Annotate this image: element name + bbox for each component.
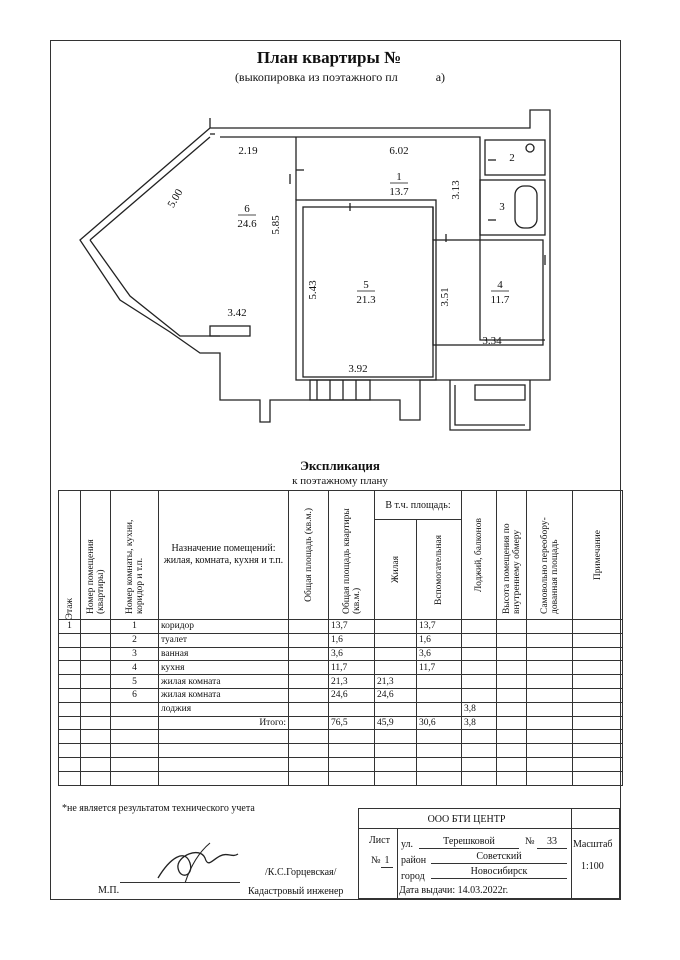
total-aux-value: 30,6 xyxy=(417,716,462,730)
divider xyxy=(571,809,572,898)
cell-empty xyxy=(497,688,527,702)
cell-empty xyxy=(497,716,527,730)
dim-3-51: 3.51 xyxy=(439,287,451,307)
cell-floor xyxy=(59,647,81,661)
cell-empty xyxy=(497,647,527,661)
table-empty-row xyxy=(59,771,623,785)
engineer-role: Кадастровый инженер xyxy=(248,886,344,897)
cell-empty xyxy=(573,688,623,702)
cell-purpose: лоджия xyxy=(159,702,289,716)
cell-room: 6 xyxy=(111,688,159,702)
cell-empty xyxy=(527,675,573,689)
scale-value: 1:100 xyxy=(581,861,604,872)
cell-loggia xyxy=(462,633,497,647)
cell-room: 5 xyxy=(111,675,159,689)
organization-name: ООО БТИ ЦЕНТР xyxy=(427,814,506,825)
street-value: Терешковой xyxy=(419,836,519,849)
cell-living xyxy=(375,647,417,661)
cell-empty xyxy=(573,716,623,730)
cell-empty xyxy=(81,716,111,730)
cell-empty xyxy=(527,702,573,716)
cell-floor xyxy=(59,702,81,716)
cell-empty xyxy=(497,702,527,716)
cell-empty xyxy=(573,647,623,661)
sheet-num: 1 xyxy=(381,855,393,868)
district-label: район xyxy=(401,855,427,866)
house-value: 33 xyxy=(537,836,567,849)
cell-floor: 1 xyxy=(59,620,81,634)
table-total-row xyxy=(59,716,623,730)
city-value: Новосибирск xyxy=(431,866,567,879)
sheet-label: Лист xyxy=(369,835,390,846)
cell-aux: 13,7 xyxy=(417,620,462,634)
cell-total xyxy=(289,620,329,634)
explication-subtitle: к поэтажному плану xyxy=(292,475,388,487)
cell-empty xyxy=(527,620,573,634)
cell-living: 21,3 xyxy=(375,675,417,689)
cell-total-apt: 21,3 xyxy=(329,675,375,689)
cell-room: 2 xyxy=(111,633,159,647)
header-floor: Этаж xyxy=(59,491,81,620)
signature-icon xyxy=(150,838,250,888)
cell-empty xyxy=(527,688,573,702)
dim-6-02: 6.02 xyxy=(389,145,409,157)
cell-loggia xyxy=(462,620,497,634)
cell-room: 1 xyxy=(111,620,159,634)
cell-apt xyxy=(81,633,111,647)
header-living: Жилая xyxy=(375,520,417,620)
table-row xyxy=(59,675,623,689)
table-empty-row xyxy=(59,757,623,771)
table-row xyxy=(59,688,623,702)
cell-empty xyxy=(573,620,623,634)
cell-apt xyxy=(81,647,111,661)
cell-empty xyxy=(497,675,527,689)
cell-living xyxy=(375,661,417,675)
cell-floor xyxy=(59,661,81,675)
cell-total xyxy=(289,675,329,689)
room-4-num: 4 xyxy=(497,279,503,291)
header-apt-num: Номер помещения (квартиры) xyxy=(81,491,111,620)
cell-empty xyxy=(497,633,527,647)
signature-name: /К.С.Горцевская/ xyxy=(265,867,337,878)
room-6-area: 24.6 xyxy=(237,218,257,230)
scale-label: Масштаб xyxy=(573,839,613,850)
room-1-num: 1 xyxy=(396,171,402,183)
header-total-apt: Общая площадь квартиры (кв.м.) xyxy=(329,491,375,620)
total-loggia-value: 3,8 xyxy=(462,716,497,730)
cell-empty xyxy=(59,716,81,730)
cell-total-apt: 11,7 xyxy=(329,661,375,675)
explication-title: Экспликация xyxy=(300,458,380,473)
dim-5-43: 5.43 xyxy=(307,280,319,300)
room-1-area: 13.7 xyxy=(389,186,409,198)
cell-aux xyxy=(417,688,462,702)
cell-room: 4 xyxy=(111,661,159,675)
cell-purpose: жилая комната xyxy=(159,675,289,689)
cell-floor xyxy=(59,675,81,689)
cell-empty xyxy=(497,620,527,634)
room-2-num: 2 xyxy=(509,152,515,164)
cell-empty xyxy=(497,661,527,675)
cell-loggia xyxy=(462,647,497,661)
dim-5-00: 5.00 xyxy=(165,187,186,210)
cell-empty xyxy=(289,716,329,730)
title-block xyxy=(358,808,620,899)
cell-purpose: коридор xyxy=(159,620,289,634)
header-incl: В т.ч. площадь: xyxy=(375,491,462,520)
signature-line xyxy=(120,882,240,883)
cell-total xyxy=(289,633,329,647)
cell-living xyxy=(375,620,417,634)
cell-total-apt: 3,6 xyxy=(329,647,375,661)
street-label: ул. xyxy=(401,839,414,850)
cell-total xyxy=(289,688,329,702)
cell-apt xyxy=(81,661,111,675)
total-living-value: 45,9 xyxy=(375,716,417,730)
sheet-num-label: № xyxy=(371,855,381,866)
dim-3-13: 3.13 xyxy=(450,180,462,200)
cell-empty xyxy=(573,661,623,675)
cell-floor xyxy=(59,633,81,647)
header-purpose: Назначение помещений: жилая, комната, кухня и т.п. xyxy=(159,491,289,620)
room-5-area: 21.3 xyxy=(356,294,376,306)
cell-total xyxy=(289,647,329,661)
cell-empty xyxy=(527,661,573,675)
cell-empty xyxy=(527,633,573,647)
cell-aux xyxy=(417,702,462,716)
cell-aux xyxy=(417,675,462,689)
cell-empty xyxy=(527,647,573,661)
plan-title: План квартиры № xyxy=(256,48,402,67)
cell-total-apt: 1,6 xyxy=(329,633,375,647)
table-row xyxy=(59,661,623,675)
cell-loggia xyxy=(462,661,497,675)
issue-date: Дата выдачи: 14.03.2022г. xyxy=(399,885,509,896)
cell-apt xyxy=(81,688,111,702)
cell-purpose: ванная xyxy=(159,647,289,661)
cell-empty xyxy=(573,702,623,716)
cell-total-apt xyxy=(329,702,375,716)
divider xyxy=(397,828,398,898)
cell-total xyxy=(289,702,329,716)
header-total: Общая площадь (кв.м.) xyxy=(289,491,329,620)
room-6-num: 6 xyxy=(244,203,250,215)
cell-floor xyxy=(59,688,81,702)
cell-total xyxy=(289,661,329,675)
cell-aux: 1,6 xyxy=(417,633,462,647)
room-4-area: 11.7 xyxy=(490,294,510,306)
divider xyxy=(571,828,619,829)
table-row xyxy=(59,633,623,647)
cell-purpose: туалет xyxy=(159,633,289,647)
dim-3-92: 3.92 xyxy=(348,363,368,375)
cell-total-apt: 13,7 xyxy=(329,620,375,634)
room-5-num: 5 xyxy=(363,279,369,291)
cell-apt xyxy=(81,620,111,634)
cell-loggia xyxy=(462,688,497,702)
cell-empty xyxy=(573,675,623,689)
table-row xyxy=(59,647,623,661)
table-row xyxy=(59,702,623,716)
district-value: Советский xyxy=(431,851,567,864)
cell-apt xyxy=(81,702,111,716)
cell-room xyxy=(111,702,159,716)
cell-living: 24,6 xyxy=(375,688,417,702)
cell-living xyxy=(375,702,417,716)
dim-3-34: 3.34 xyxy=(482,335,502,347)
city-label: город xyxy=(401,871,425,882)
table-header-row xyxy=(59,491,623,520)
cell-empty xyxy=(527,716,573,730)
total-label: Итого: xyxy=(159,716,289,730)
cell-aux: 11,7 xyxy=(417,661,462,675)
header-aux: Вспомогательная xyxy=(417,520,462,620)
plan-subtitle: (выкопировка из поэтажного пл а) xyxy=(234,70,446,84)
room-3-num: 3 xyxy=(499,201,505,213)
cell-total-apt: 24,6 xyxy=(329,688,375,702)
cell-apt xyxy=(81,675,111,689)
table-empty-row xyxy=(59,730,623,744)
cell-loggia xyxy=(462,675,497,689)
house-label: № xyxy=(525,836,535,847)
cell-purpose: жилая комната xyxy=(159,688,289,702)
cell-purpose: кухня xyxy=(159,661,289,675)
cell-empty xyxy=(111,716,159,730)
total-apt-value: 76,5 xyxy=(329,716,375,730)
table-row xyxy=(59,620,623,634)
header-unauth: Самовольно переобору-дованная площадь xyxy=(527,491,573,620)
explication-table xyxy=(58,490,623,786)
cell-living xyxy=(375,633,417,647)
cell-loggia: 3,8 xyxy=(462,702,497,716)
cell-room: 3 xyxy=(111,647,159,661)
stamp-place-label: М.П. xyxy=(98,885,120,896)
floor-plan xyxy=(60,100,560,440)
dim-2-19: 2.19 xyxy=(238,145,258,157)
disclaimer-note: *не является результатом технического учета xyxy=(62,803,255,814)
dim-5-85: 5.85 xyxy=(270,215,282,235)
header-height: Высота помещения по внутреннему обмеру xyxy=(497,491,527,620)
header-note: Примечание xyxy=(573,491,623,620)
dim-3-42: 3.42 xyxy=(227,307,247,319)
header-loggia: Лоджий, балконов xyxy=(462,491,497,620)
cell-empty xyxy=(573,633,623,647)
table-empty-row xyxy=(59,744,623,758)
header-room-num: Номер комнаты, кухни, коридор и т.п. xyxy=(111,491,159,620)
cell-aux: 3,6 xyxy=(417,647,462,661)
